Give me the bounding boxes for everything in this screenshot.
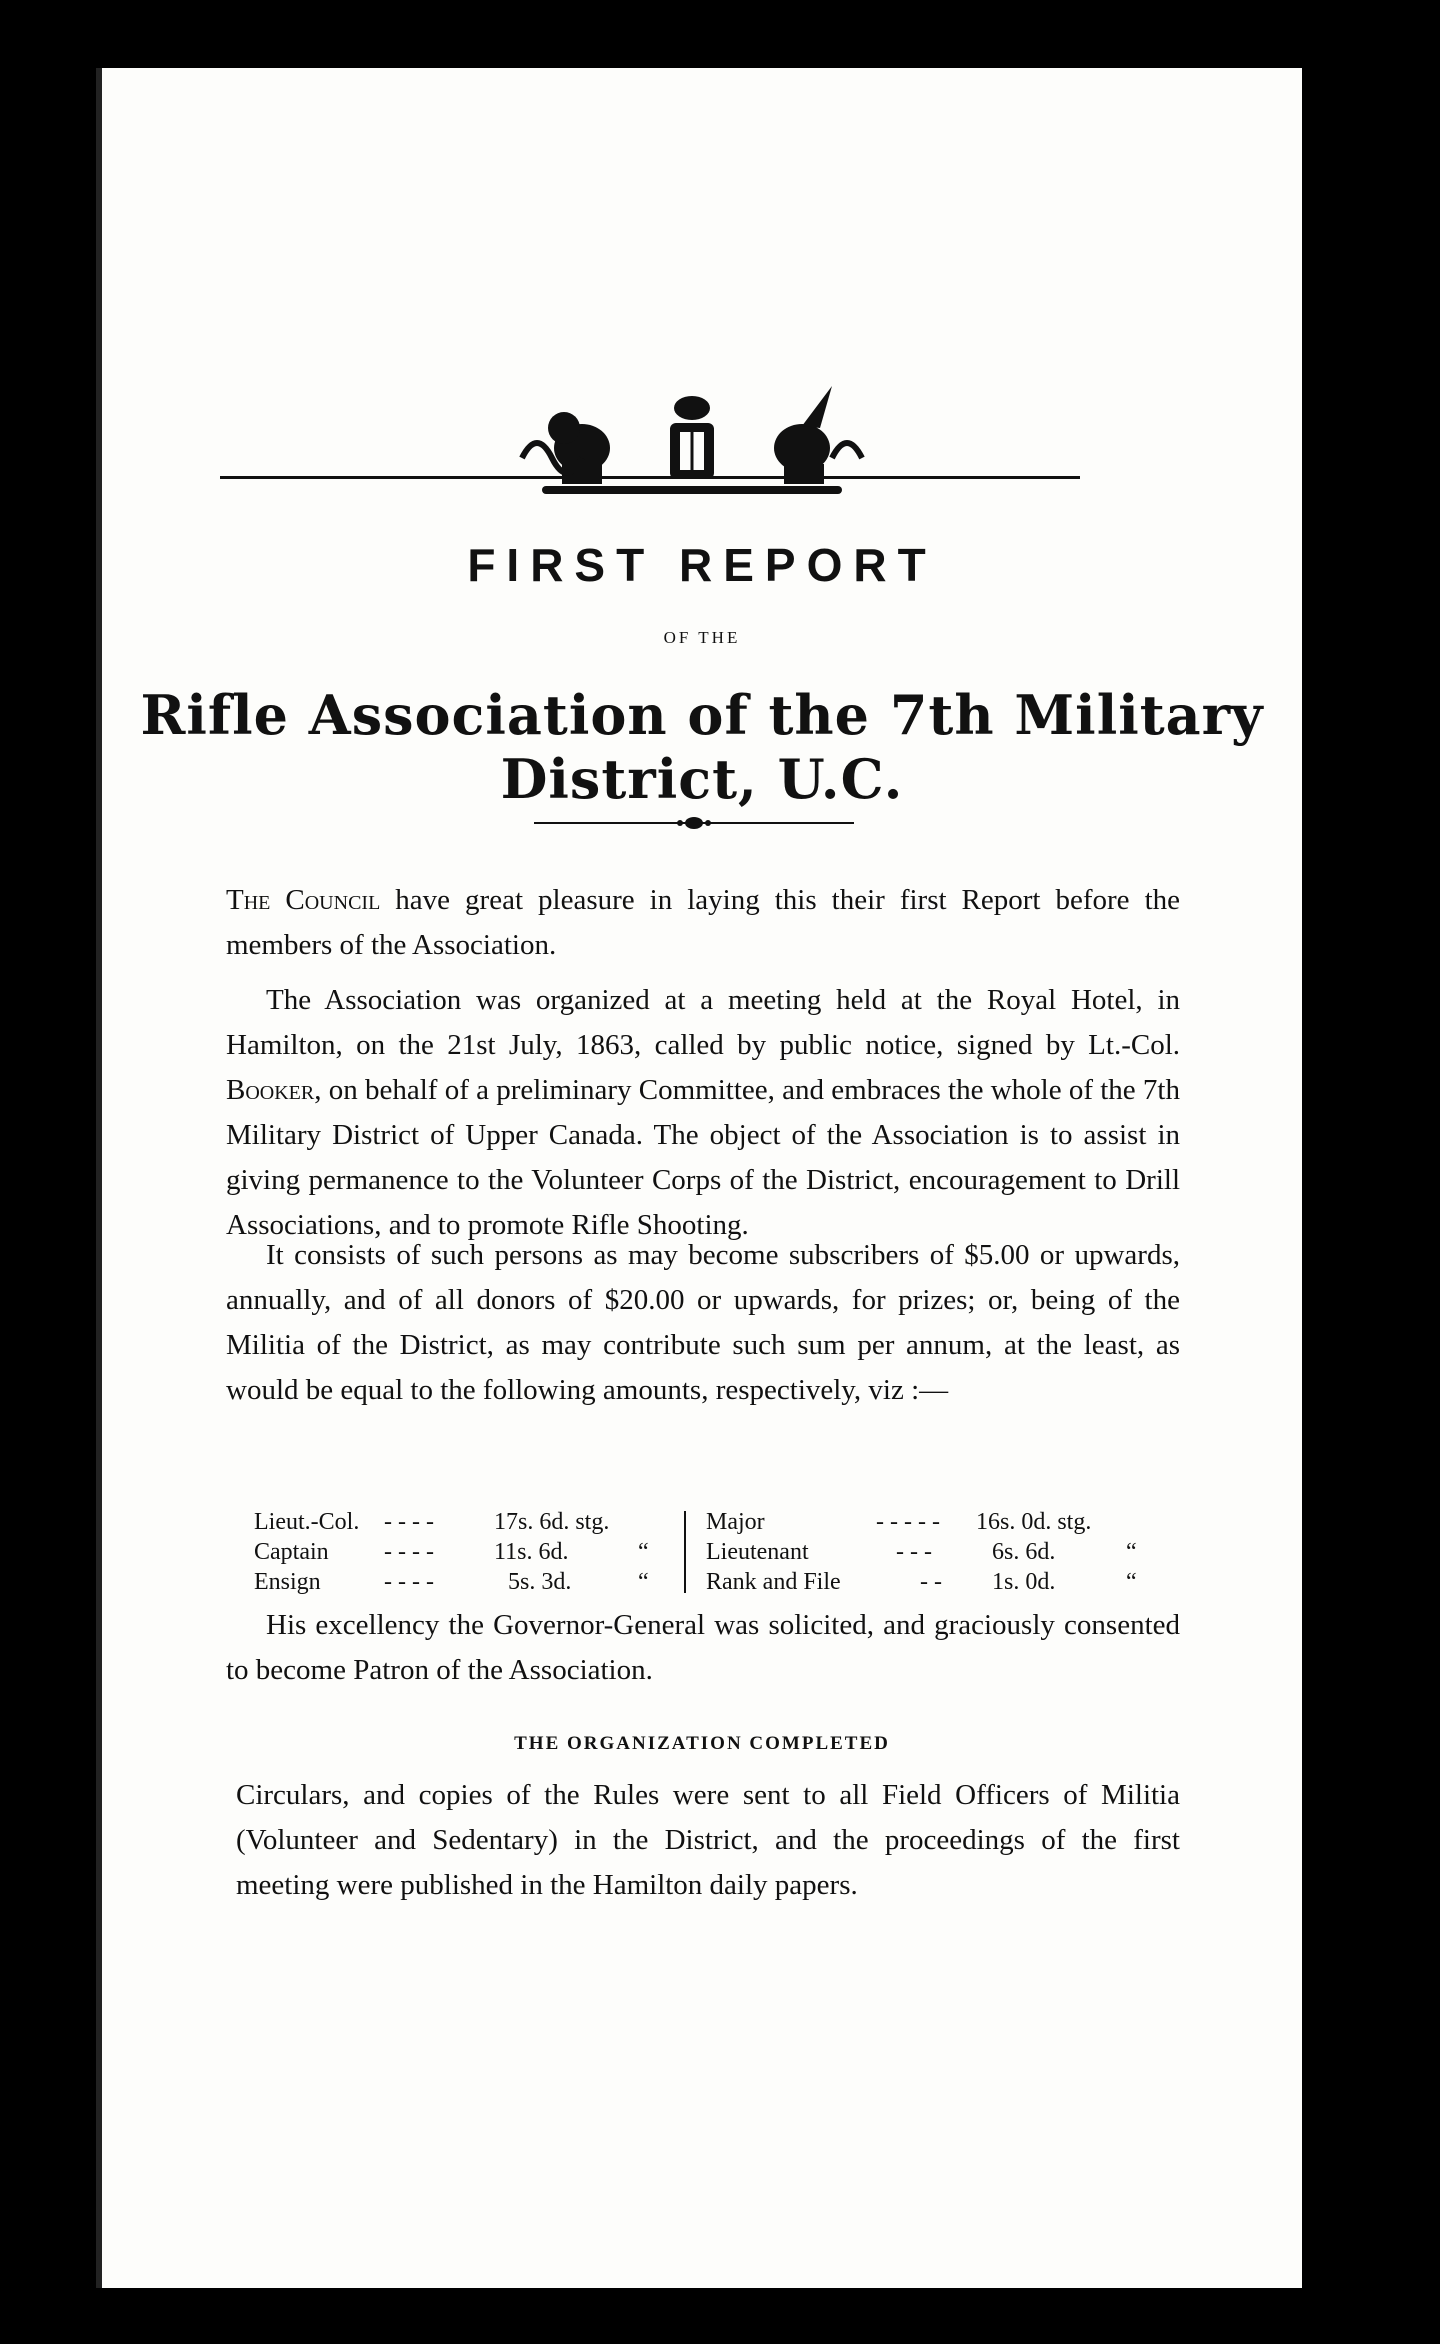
- paragraph-patron: His excellency the Governor-General was solicited, and graciously consented to become Patron of the Association.: [226, 1609, 1180, 1686]
- table-row: Major - - - - - 16s. 0d. stg.: [706, 1509, 1092, 1535]
- document-page: [96, 68, 1302, 2288]
- top-rule: [220, 476, 1080, 479]
- paragraph-organization: The Association was organized at a meeting held at the Royal Hotel, in Hamilton, on the 21st July, 1863, called by public notice, signed by Lt.-Col. Booker, on behalf of a preliminary Committee, and embraces the whole of the 7th Military District of Upper Canada. The object of the Association is to assist in giving permanence to the Volunteer Corps of the District, encouragement to Drill Associations, and to promote Rifle Shooting.: [226, 984, 1180, 1241]
- ornament-divider: [534, 813, 854, 833]
- paragraph-intro: The Council have great pleasure in laying this their first Report before the members of the Association.: [226, 884, 1180, 961]
- paragraph-circulars: Circulars, and copies of the Rules were sent to all Field Officers of Militia (Volunteer and Sedentary) in the District, and the proceedings of the first meeting were published in the Hamilton daily papers.: [236, 1779, 1180, 1901]
- table-row: Ensign - - - - 5s. 3d. “: [254, 1569, 649, 1595]
- table-row: Lieut.-Col. - - - - 17s. 6d. stg.: [254, 1509, 610, 1535]
- royal-arms-crest: [502, 368, 882, 518]
- subscription-table: [254, 1507, 1154, 1597]
- table-row: Captain - - - - 11s. 6d. “: [254, 1539, 649, 1565]
- table-row: Rank and File - - 1s. 0d. “: [706, 1569, 1137, 1595]
- table-divider: [684, 1511, 686, 1593]
- association-name: Rifle Association of the 7th Military District, U.C.: [140, 683, 1264, 811]
- section-heading: THE ORGANIZATION COMPLETED: [514, 1733, 890, 1754]
- booker-name: Booker: [226, 1074, 315, 1106]
- report-title: FIRST REPORT: [467, 539, 937, 591]
- council-label: The Council: [226, 884, 381, 916]
- subscription-column-right: [706, 1507, 1146, 1597]
- table-row: Lieutenant - - - 6s. 6d. “: [706, 1539, 1137, 1565]
- subscription-column-left: [254, 1507, 674, 1597]
- paragraph-membership: It consists of such persons as may become subscribers of $5.00 or upwards, annually, and of all donors of $20.00 or upwards, for prizes; or, being of the Militia of the District, as may contribute such sum per annum, at the least, as would be equal to the following amounts, respectively, viz :—: [226, 1239, 1180, 1406]
- subtitle-of-the: OF THE: [663, 628, 741, 647]
